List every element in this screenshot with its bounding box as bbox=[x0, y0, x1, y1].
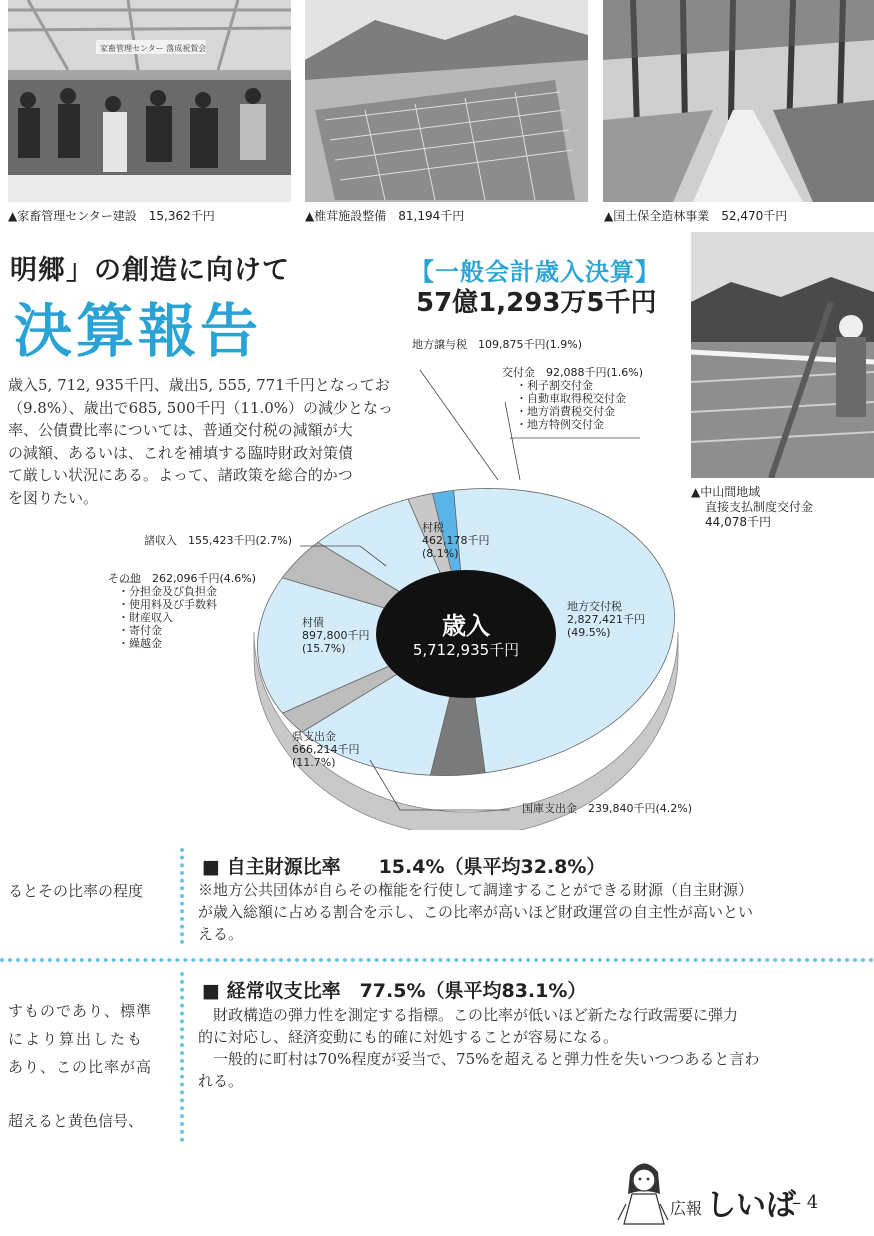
sonota-item: ・分担金及び負担金 bbox=[118, 585, 217, 598]
label-sonota bbox=[108, 572, 256, 650]
label-kofukin bbox=[502, 366, 643, 431]
photo-caption-forest: ▲国土保全造林事業 52,470千円 bbox=[604, 209, 788, 223]
slice-pct: (49.5%) bbox=[567, 626, 611, 639]
slice-value: 155,423千円 bbox=[188, 534, 256, 547]
slice-name: 地方譲与税 bbox=[412, 338, 467, 351]
slice-name: 地方交付税 bbox=[567, 600, 622, 613]
indicator-current-balance-text bbox=[198, 1004, 838, 1092]
left-fragment: すものであり、標準 bbox=[8, 1002, 153, 1020]
indicator-line: える。 bbox=[198, 925, 244, 943]
slice-pct: (2.7%) bbox=[255, 534, 293, 547]
mascot-illustration bbox=[614, 1154, 672, 1226]
left-fragment: あり、この比率が高 bbox=[8, 1058, 153, 1076]
photo-caption-farmland-line1: ▲中山間地域 bbox=[691, 485, 761, 499]
indicator-own-revenue-text bbox=[198, 879, 838, 945]
sonota-item: ・財産収入 bbox=[118, 611, 173, 624]
slice-value: 2,827,421千円 bbox=[567, 613, 645, 626]
revenue-title: 【一般会計歳入決算】 bbox=[410, 258, 660, 286]
footer-page-number: – 4 bbox=[792, 1192, 819, 1213]
slice-pct: (1.6%) bbox=[606, 366, 644, 379]
label-kenshishutsukin bbox=[292, 730, 360, 769]
label-kokkoshishutsukin bbox=[522, 802, 692, 815]
photo-caption-farmland-line3: 44,078千円 bbox=[705, 515, 771, 529]
sonota-item: ・繰越金 bbox=[118, 637, 162, 650]
footer-title: しいば bbox=[706, 1188, 796, 1223]
pie-center-value: 5,712,935千円 bbox=[412, 641, 520, 659]
slice-pct: (8.1%) bbox=[422, 547, 459, 560]
indicator-own-revenue-title: ■ 自主財源比率 15.4%（県平均32.8%） bbox=[202, 856, 606, 878]
photo-shiitake-facility bbox=[305, 0, 588, 202]
slice-pct: (15.7%) bbox=[302, 642, 346, 655]
slice-value: 462,178千円 bbox=[422, 534, 490, 547]
slice-name: 村税 bbox=[422, 521, 444, 534]
kofukin-item: ・自動車取得税交付金 bbox=[516, 392, 626, 405]
slice-pct: (11.7%) bbox=[292, 756, 336, 769]
heading-sub: 明郷」の創造に向けて bbox=[10, 255, 290, 286]
photo-livestock-center-drawing bbox=[8, 0, 291, 202]
left-fragment: により算出したも bbox=[8, 1030, 145, 1048]
left-fragment: るとその比率の程度 bbox=[8, 882, 144, 900]
slice-value: 897,800千円 bbox=[302, 629, 370, 642]
slice-name: その他 bbox=[108, 572, 141, 585]
photo-forest bbox=[603, 0, 874, 202]
body-line: を図りたい。 bbox=[8, 488, 99, 507]
left-fragment: 超えると黄色信号、 bbox=[8, 1112, 144, 1130]
slice-name: 国庫支出金 bbox=[522, 802, 577, 815]
indicator-line: 財政構造の弾力性を測定する指標。この比率が低いほど新たな行政需要に弾力 bbox=[198, 1006, 739, 1024]
slice-pct: (4.6%) bbox=[219, 572, 257, 585]
slice-name: 交付金 bbox=[502, 366, 535, 379]
slice-pct: (1.9%) bbox=[545, 338, 583, 351]
dotted-divider-vertical bbox=[180, 972, 184, 1142]
dotted-divider-vertical bbox=[180, 848, 184, 944]
sonota-item: ・使用料及び手数料 bbox=[118, 598, 217, 611]
indicator-line: ※地方公共団体が自らその権能を行使して調達することができる財源（自主財源） bbox=[198, 881, 754, 899]
photo-caption-livestock: ▲家畜管理センター建設 15,362千円 bbox=[8, 209, 215, 223]
kofukin-item: ・地方消費税交付金 bbox=[516, 405, 615, 418]
indicator-line: れる。 bbox=[198, 1072, 244, 1090]
kofukin-item: ・地方特例交付金 bbox=[516, 418, 604, 431]
sonota-item: ・寄付金 bbox=[118, 624, 162, 637]
indicator-line: が歳入総額に占める割合を示し、この比率が高いほど財政運営の自主性が高いとい bbox=[198, 903, 754, 921]
slice-name: 諸収入 bbox=[144, 534, 177, 547]
revenue-amount: 57億1,293万5千円 bbox=[416, 288, 657, 318]
slice-value: 262,096千円 bbox=[152, 572, 220, 585]
slice-value: 239,840千円 bbox=[588, 802, 656, 815]
slice-value: 666,214千円 bbox=[292, 743, 360, 756]
photo-sign-text: 家畜管理センター 落成祝賀会 bbox=[100, 44, 207, 53]
dotted-divider-horizontal bbox=[0, 958, 874, 962]
heading-main: 決算報告 bbox=[14, 297, 263, 365]
slice-value: 92,088千円 bbox=[546, 366, 607, 379]
indicator-line: 一般的に町村は70%程度が妥当で、75%を超えると弾力性を失いつつあると言わ bbox=[198, 1050, 760, 1068]
kofukin-item: ・利子割交付金 bbox=[516, 379, 593, 392]
body-line: 率、公債費比率については、普通交付税の減額が大 bbox=[8, 421, 353, 439]
indicator-line: 的に対応し、経済変動にも的確に対処することが容易になる。 bbox=[198, 1028, 619, 1046]
photo-shiitake-drawing bbox=[305, 0, 588, 202]
pie-center-label: 歳入 bbox=[442, 612, 490, 640]
photo-caption-farmland-line2: 直接支払制度交付金 bbox=[705, 500, 814, 514]
label-chihojoyozei bbox=[412, 338, 582, 351]
label-shoshunyu bbox=[144, 534, 292, 547]
slice-name: 県支出金 bbox=[292, 730, 336, 743]
photo-caption-shiitake: ▲椎茸施設整備 81,194千円 bbox=[305, 209, 465, 223]
slice-name: 村債 bbox=[302, 616, 324, 629]
label-chihokofuzei bbox=[567, 600, 645, 639]
body-line: （9.8%）、歳出で685, 500千円（11.0%）の減少となっ bbox=[8, 398, 394, 417]
indicator-current-balance-title: ■ 経常収支比率 77.5%（県平均83.1%） bbox=[202, 980, 587, 1002]
photo-livestock-center bbox=[8, 0, 291, 202]
slice-value: 109,875千円 bbox=[478, 338, 546, 351]
label-sonsai bbox=[302, 616, 370, 655]
photo-forest-drawing bbox=[603, 0, 874, 202]
body-line: て厳しい状況にある。よって、諸政策を総合的かつ bbox=[8, 466, 353, 484]
slice-pct: (4.2%) bbox=[655, 802, 693, 815]
label-sonzei bbox=[422, 521, 490, 560]
body-line: 歳入5, 712, 935千円、歳出5, 555, 771千円となってお bbox=[8, 376, 390, 394]
footer-label: 広報 bbox=[670, 1199, 703, 1218]
body-line: の減額、あるいは、これを補填する臨時財政対策債 bbox=[8, 443, 354, 462]
